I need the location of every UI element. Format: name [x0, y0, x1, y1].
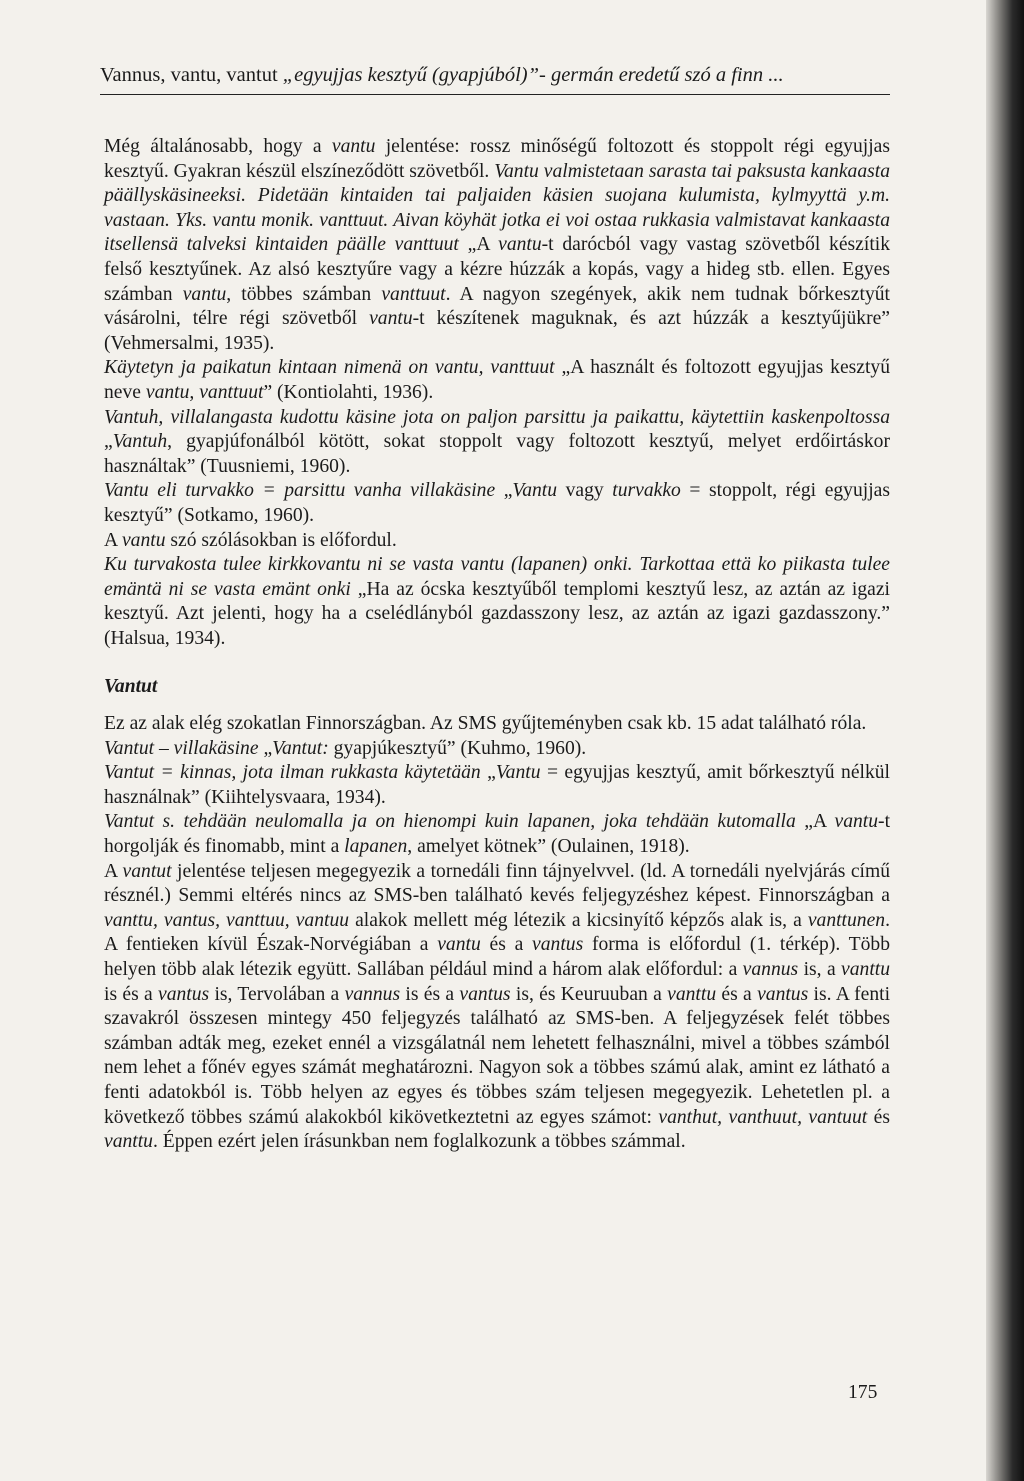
running-head	[100, 62, 890, 95]
italic-text: vanttu, vantus, vanttuu, vantuu	[104, 909, 350, 931]
text: „A	[795, 811, 835, 833]
text: , gyapjúfonálból kötött, sokat stoppolt vagy foltozott kesztyű, melyet erdőirtáskor használtak” (Tuusniemi, 1960).	[104, 431, 890, 477]
italic-text: Vantut = kinnas, jota ilman rukkasta käytetään	[104, 762, 481, 784]
italic-text: Vantu	[512, 480, 558, 502]
paragraph	[104, 860, 890, 1155]
text: „	[480, 762, 496, 784]
text: is és a	[104, 983, 159, 1005]
paragraph	[104, 761, 890, 810]
text: és	[867, 1106, 890, 1128]
italic-text: Vantu	[495, 762, 541, 784]
italic-text: vanttunen	[807, 909, 886, 931]
italic-text: vantu	[182, 283, 227, 305]
text: . A fentieken kívül Észak-Norvégiában a	[104, 909, 890, 956]
text: „A	[458, 234, 499, 256]
text: vagy	[557, 480, 613, 502]
page-edge-shadow	[986, 0, 1024, 1481]
text: Még általánosabb, hogy a	[104, 136, 332, 157]
text: jelentése: rossz minőségű foltozott és stoppolt régi egyujjas kesztyű. Gyakran készül elszíneződött szövetből.	[104, 136, 890, 182]
text: ” (Kontiolahti, 1936).	[263, 381, 434, 403]
paragraph-block-2	[104, 712, 890, 1155]
italic-text: Vantut – villakäsine	[104, 737, 259, 759]
body-text	[104, 135, 890, 1155]
italic-text: vanttu	[841, 959, 891, 980]
text: gyapjúkesztyű” (Kuhmo, 1960).	[328, 737, 587, 759]
text: -t darócból vagy vastag szövetből készítik felső kesztyűnek. Az alsó kesztyűre vagy a kézre húzzák a kopás, vagy a hideg stb. ellen. Egyes számban	[104, 234, 891, 305]
text: „A használt és foltozott egyujjas kesztyű neve	[104, 357, 890, 403]
italic-text: vantu	[498, 234, 542, 256]
text: , többes számban	[226, 283, 382, 305]
text: alakok mellett még létezik a kicsinyítő képzős alak is, a	[349, 909, 808, 931]
italic-text: vantu	[834, 811, 879, 833]
italic-text: vantus	[158, 983, 210, 1005]
italic-text: vanttu	[104, 1131, 153, 1153]
text: = egyujjas kesztyű, amit bőrkesztyű nélkül használnak” (Kiihtelysvaara, 1934).	[104, 762, 890, 808]
italic-text: lapanen	[344, 836, 408, 858]
running-head-italic: „egyujjas kesztyű (gyapjúból)”- germán eredetű szó a finn ...	[282, 64, 784, 86]
paragraph	[104, 737, 890, 762]
paragraph	[104, 712, 890, 737]
italic-text: Vantu eli turvakko = parsittu vanha villakäsine	[104, 480, 496, 502]
text: „Ha az ócska kesztyűből templomi kesztyű lesz, az aztán az igazi kesztyű. Azt jelenti, hogy ha a cselédlányból gazdasszony lesz, az aztán az igazi gazdasszony.” (Halsua, 1934).	[104, 578, 890, 649]
text: jelentése teljesen megegyezik a tornedáli finn tájnyelvvel. (ld. A tornedáli nyelvjárás című résznél.) Semmi eltérés nincs az SMS-ben található kevés feljegyzéshez képest. Finnországban a	[104, 860, 890, 907]
text: forma is előfordul (1. térkép). Több helyen több alak létezik együtt. Sallában például mind a három alak előfordul: a	[104, 934, 891, 980]
italic-text: vantus	[757, 983, 809, 1005]
text: A	[104, 529, 122, 551]
italic-text: vantus	[459, 983, 511, 1005]
italic-text: vantu, vanttuut	[145, 381, 264, 403]
text: is. A fenti szavakról összesen mintegy 450 feljegyzés található az SMS-ben. A feljegyzések felét többes számban adták meg, ezeket ennél a vizsgálatnál nem lehetett felhasználni, mivel a többes számból nem lehet a főnév egyes számát meghatározni. Nagyon sok a többes számú alak, amint ez látható a fenti adatokból is. Több helyen az egyes és többes szám teljesen megegyezik. Lehetetlen pl. a következő többes számú alakokból kikövetkeztetni az egyes számot:	[104, 983, 891, 1128]
text: . A nagyon szegények, akik nem tudnak bőrkesztyűt vásárolni, télre régi szövetből	[104, 283, 890, 330]
text: és a	[480, 934, 533, 956]
italic-text: vantu	[437, 934, 481, 956]
text: -t készítenek maguknak, és azt húzzák a kesztyűjükre” (Vehmersalmi, 1935).	[104, 308, 890, 354]
text: Ez az alak elég szokatlan Finnországban. Az SMS gyűjteményben csak kb. 15 adat található róla.	[104, 713, 867, 735]
text: is, Tervolában a	[209, 983, 345, 1005]
italic-text: Vantuh	[112, 431, 168, 453]
italic-text: Ku turvakosta tulee kirkkovantu ni se vasta vantu (lapanen) onki. Tarkottaa että ko piikasta tulee emäntä ni se vasta emänt onki	[104, 554, 890, 600]
italic-text: vanthut, vanthuut, vantuut	[658, 1106, 868, 1128]
italic-text: vantu	[369, 308, 413, 330]
italic-text: vantus	[532, 934, 584, 956]
paragraph	[104, 479, 890, 528]
italic-text: vantut	[122, 860, 172, 882]
italic-text: vannus	[742, 959, 799, 980]
paragraph	[104, 810, 890, 859]
text: -t horgolják és finomabb, mint a	[104, 811, 891, 858]
italic-text: vantu	[121, 529, 166, 551]
paragraph	[104, 356, 890, 405]
running-head-roman: Vannus, vantu, vantut	[100, 64, 283, 86]
text: és a	[716, 983, 758, 1005]
text: „	[495, 480, 513, 502]
text: is, és Keuruuban a	[510, 983, 668, 1005]
text: A	[104, 860, 123, 882]
page-number: 175	[848, 1382, 878, 1403]
italic-text: Käytetyn ja paikatun kintaan nimenä on vantu, vanttuut	[104, 357, 555, 379]
paragraph	[104, 135, 890, 356]
italic-text: turvakko	[612, 480, 681, 502]
paragraph	[104, 406, 890, 480]
text: is, a	[798, 959, 842, 980]
paragraph	[104, 529, 890, 554]
text: „	[104, 431, 113, 453]
italic-text: Vantu valmistetaan sarasta tai paksusta kankaasta päällyskäsineeksi. Pidetään kintaiden tai paljaiden käsien suojana kulumista, kylmyyttä y.m. vastaan. Yks. vantu monik. vanttuut. Aivan köyhät jotka ei voi ostaa rukkasia valmistavat kankaasta itsellensä talveksi kintaiden päälle vanttuut	[104, 160, 890, 256]
italic-text: Vantut s. tehdään neulomalla ja on hienompi kuin lapanen, joka tehdään kutomalla	[104, 811, 796, 833]
text: „	[258, 737, 273, 759]
text: szó szólásokban is előfordul.	[165, 529, 397, 551]
italic-text: vanttuut	[381, 283, 446, 305]
italic-text: vanttu	[667, 983, 717, 1005]
text: , amelyet kötnek” (Oulainen, 1918).	[407, 836, 690, 858]
text: is és a	[400, 983, 460, 1005]
italic-text: vannus	[344, 983, 401, 1005]
paragraph-block-1	[104, 135, 890, 651]
italic-text: Vantut:	[272, 737, 329, 759]
section-title: Vantut	[104, 676, 158, 698]
text: . Éppen ezért jelen írásunkban nem foglalkozunk a többes számmal.	[152, 1131, 686, 1153]
paragraph	[104, 553, 890, 651]
italic-text: Vantuh, villalangasta kudottu käsine jota on paljon parsittu ja paikattu, käytettiin kaskenpoltossa	[104, 406, 890, 428]
text: = stoppolt, régi egyujjas kesztyű” (Sotkamo, 1960).	[104, 480, 890, 526]
italic-text: vantu	[331, 136, 376, 157]
